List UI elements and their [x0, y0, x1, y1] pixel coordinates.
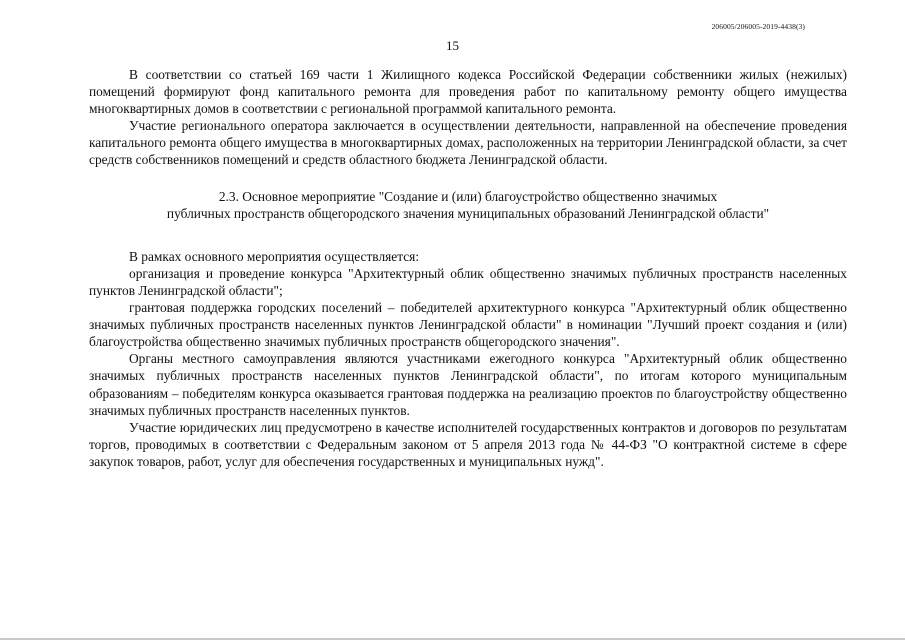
document-body — [89, 66, 847, 470]
section-heading — [89, 188, 847, 222]
document-registration-number: 206005/206005-2019-4438(3) — [711, 22, 805, 31]
paragraph-grant-support: грантовая поддержка городских поселений – победителей архитектурного конкурса "Архитектурный облик общественно значимых публичных пространств населенных пунктов Ленинградской области" в номинации "Лучший проект создания и (или) благоустройства общественно значимых публичных пространств общегородского значения". — [89, 300, 847, 350]
section-heading-line-2: публичных пространств общегородского значения муниципальных образований Ленинградской области" — [166, 205, 770, 221]
section-heading-line-1: 2.3. Основное мероприятие "Создание и (или) благоустройство общественно значимых — [218, 188, 718, 204]
page-number: 15 — [446, 38, 459, 53]
paragraph-regional-operator: Участие регионального оператора заключается в осуществлении деятельности, направленной на обеспечение проведения капитального ремонта общего имущества в многоквартирных домах, расположенных на территории Ленинградской области, за счет средств собственников помещений и средств областного бюджета Ленинградской области. — [89, 118, 847, 168]
paragraph-local-authorities: Органы местного самоуправления являются участниками ежегодного конкурса "Архитектурный облик общественно значимых публичных пространств населенных пунктов Ленинградской области", по итогам которого муниципальным образованиям – победителям конкурса оказывается грантовая поддержка на реализацию проектов по благоустройству общественно значимых публичных пространств населенных пунктов. — [89, 351, 847, 418]
paragraph-activities-intro: В рамках основного мероприятия осуществляется: — [129, 248, 420, 264]
paragraph-contest-organization: организация и проведение конкурса "Архитектурный облик общественно значимых публичных пространств населенных пунктов Ленинградской области"; — [89, 265, 847, 298]
paragraph-capital-repair-fund: В соответствии со статьей 169 части 1 Жилищного кодекса Российской Федерации собственники жилых (нежилых) помещений формируют фонд капитального ремонта для проведения работ по капитальному ремонту общего имущества многоквартирных домов в соответствии с региональной программой капитального ремонта. — [89, 67, 847, 117]
paragraph-legal-entities: Участие юридических лиц предусмотрено в качестве исполнителей государственных контрактов и договоров по результатам торгов, проводимых в соответствии с Федеральным законом от 5 апреля 2013 года № 44-ФЗ "О контрактной системе в сфере закупок товаров, работ, услуг для обеспечения государственных и муниципальных нужд". — [89, 419, 847, 469]
